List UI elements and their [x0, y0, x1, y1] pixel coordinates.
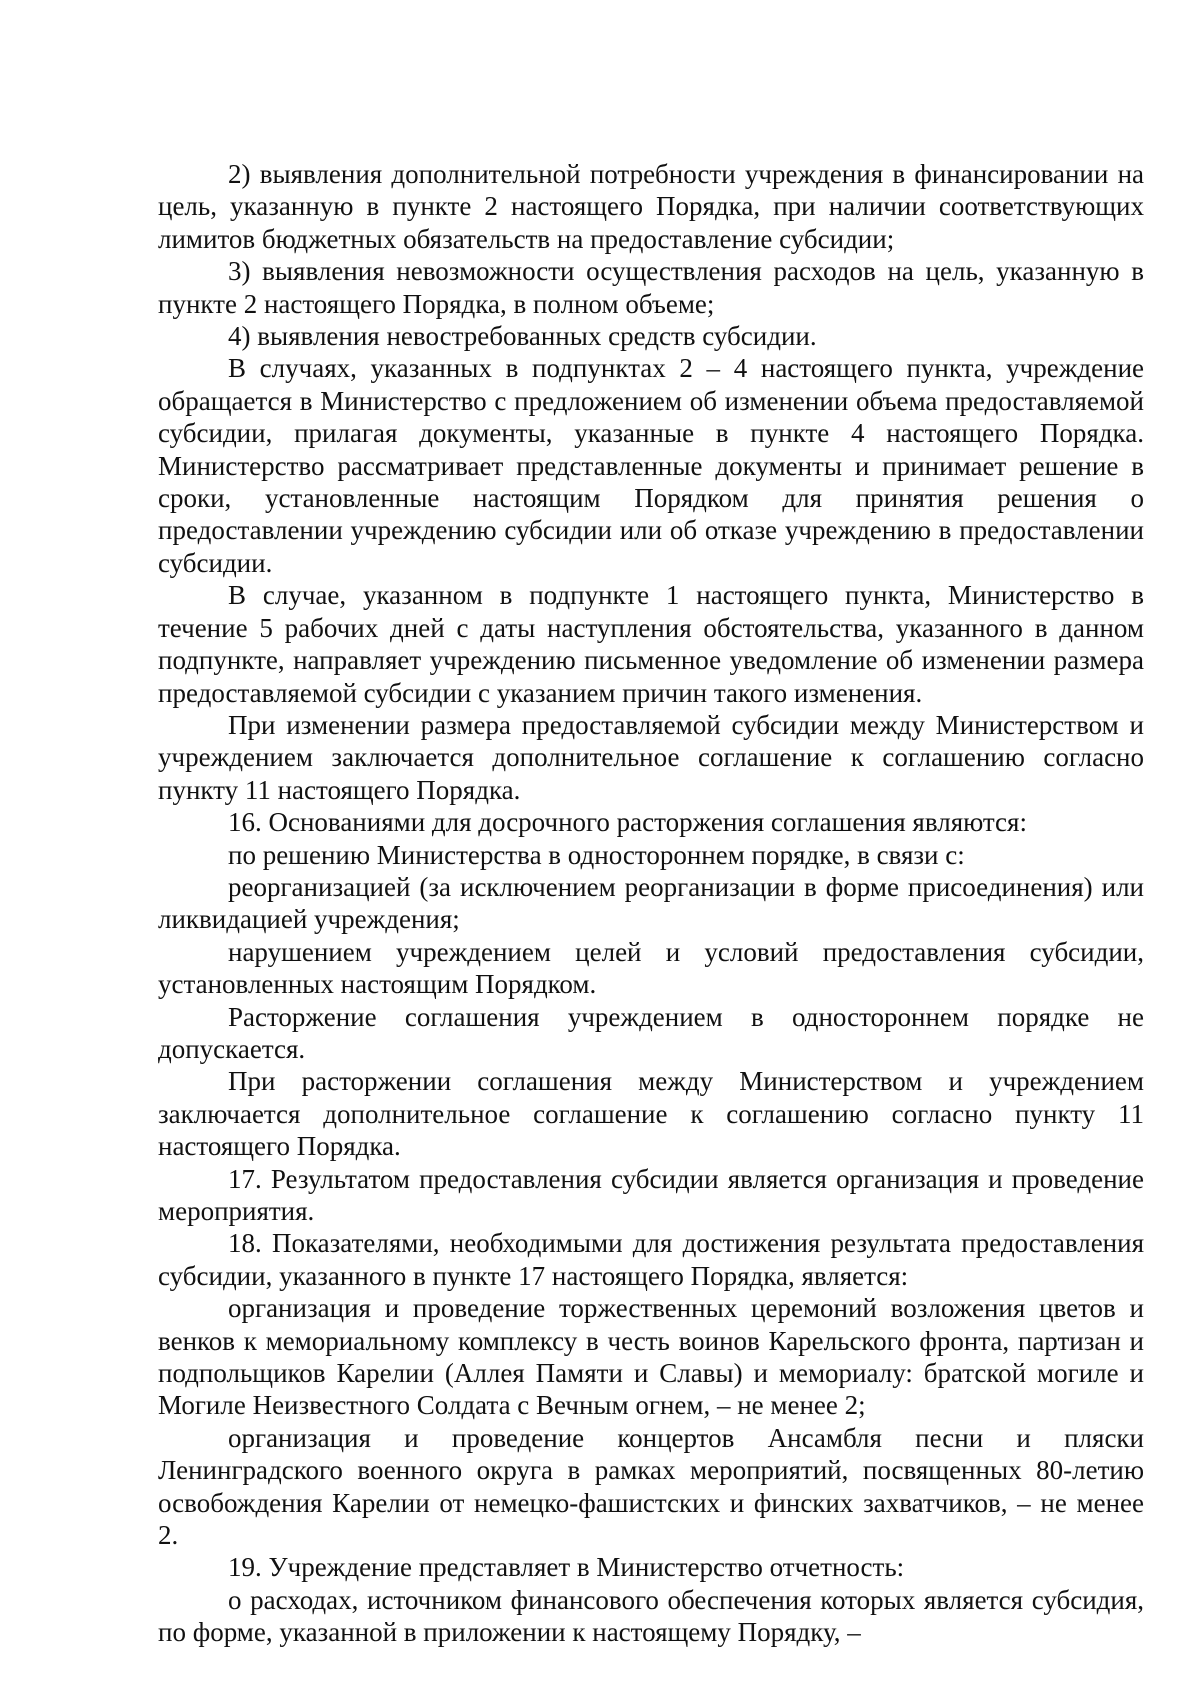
paragraph-clause-19: 19. Учреждение представляет в Министерство отчетность: — [228, 1552, 905, 1583]
document-page — [158, 158, 1144, 1649]
paragraph-subitem-4: 4) выявления невостребованных средств субсидии. — [228, 321, 817, 352]
paragraph-subitem-3: 3) выявления невозможности осуществления расходов на цель, указанную в пункте 2 настоящего Порядка, в полном объеме; — [158, 256, 1144, 319]
paragraph-subitem-2: 2) выявления дополнительной потребности учреждения в финансировании на цель, указанную в пункте 2 настоящего Порядка, при наличии соответствующих лимитов бюджетных обязательств на предоставление субсидии; — [158, 159, 1144, 254]
paragraph-violation: нарушением учреждением целей и условий предоставления субсидии, установленных настоящим Порядком. — [158, 936, 1144, 1000]
paragraph-no-unilateral: Расторжение соглашения учреждением в одностороннем порядке не допускается. — [158, 1001, 1144, 1064]
paragraph-clause-17: 17. Результатом предоставления субсидии является организация и проведение мероприятия. — [158, 1163, 1144, 1226]
paragraph-case-1: В случае, указанном в подпункте 1 настоящего пункта, Министерство в течение 5 рабочих дней с даты наступления обстоятельства, указанного в данном подпункте, направляет учреждению письменное уведомление об изменении размера предоставляемой субсидии с указанием причин такого изменения. — [158, 580, 1144, 708]
paragraph-ceremonies: организация и проведение торжественных церемоний возложения цветов и венков к мемориальному комплексу в честь воинов Карельского фронта, партизан и подпольщиков Карелии (Аллея Памяти и Славы) и мемориалу: братской могиле и Могиле Неизвестного Солдата с Вечным огнем, – не менее 2; — [158, 1293, 1144, 1421]
paragraph-cases-2-4: В случаях, указанных в подпунктах 2 – 4 настоящего пункта, учреждение обращается в Министерство с предложением об изменении объема предоставляемой субсидии, прилагая документы, указанные в пункте 4 настоящего Порядка. Министерство рассматривает представленные документы и принимает решение в сроки, установленные настоящим Порядком для принятия решения о предоставлении учреждению субсидии или об отказе учреждению в предоставлении субсидии. — [158, 353, 1144, 578]
paragraph-expense-report: о расходах, источником финансового обеспечения которых является субсидия, по форме, указанной в приложении к настоящему Порядку, – — [158, 1584, 1144, 1648]
paragraph-ministry-decision: по решению Министерства в одностороннем порядке, в связи с: — [228, 839, 965, 870]
paragraph-subsidy-change: При изменении размера предоставляемой субсидии между Министерством и учреждением заключается дополнительное соглашение к соглашению согласно пункту 11 настоящего Порядка. — [158, 709, 1144, 805]
paragraph-concerts: организация и проведение концертов Ансамбля песни и пляски Ленинградского военного округа в рамках мероприятий, посвященных 80-летию освобождения Карелии от немецко-фашистских и финских захватчиков, – не менее 2. — [158, 1422, 1144, 1551]
paragraph-clause-18: 18. Показателями, необходимыми для достижения результата предоставления субсидии, указанного в пункте 17 настоящего Порядка, является: — [158, 1228, 1144, 1291]
paragraph-termination: При расторжении соглашения между Министерством и учреждением заключается дополнительное соглашение к соглашению согласно пункту 11 настоящего Порядка. — [158, 1066, 1144, 1162]
paragraph-clause-16: 16. Основаниями для досрочного расторжения соглашения являются: — [228, 807, 1027, 838]
paragraph-reorganization: реорганизацией (за исключением реорганизации в форме присоединения) или ликвидацией учреждения; — [158, 871, 1144, 935]
